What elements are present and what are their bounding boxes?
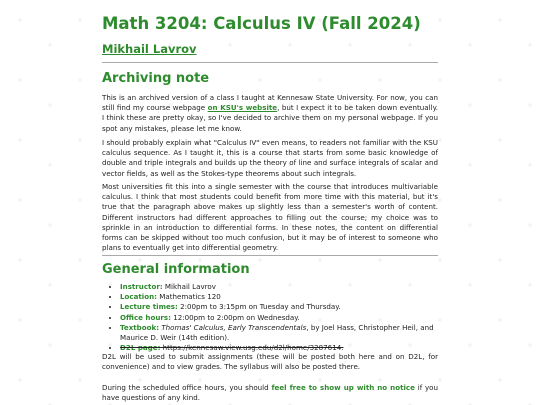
list-item <box>120 292 456 302</box>
list-item <box>120 313 456 323</box>
archiving-p1-text-a: This is an archived version of a class I taught at Kennesaw State University. For now, you can still find my course webpage <box>102 93 438 113</box>
author-link[interactable]: Mikhail Lavrov <box>102 42 197 56</box>
archiving-paragraph-2: I should probably explain what "Calculus IV" even means, to readers not familiar with the KSU calculus sequence. As I taught it, this is a course that starts from some basic knowledge of double and triple integrals and builds up the theory of line and surface integrals of scalar and vector fields, as well as the Stokes-type theorems about such integrals. <box>102 138 438 178</box>
info-key: Office hours: <box>120 312 171 322</box>
info-key: D2L page: <box>120 343 161 353</box>
info-value: Mikhail Lavrov <box>162 282 216 291</box>
office-hours-paragraph <box>102 383 438 403</box>
d2l-link[interactable]: https://kennesaw.view.usg.edu/d2l/home/3287614. <box>160 343 344 353</box>
info-key: Lecture times: <box>120 302 178 312</box>
info-key: Location: <box>120 292 157 302</box>
list-item <box>120 282 456 292</box>
archiving-paragraph-1 <box>102 93 438 134</box>
office-text-a: During the scheduled office hours, you should <box>102 383 272 392</box>
info-key: Instructor: <box>120 282 163 291</box>
office-text-b: if you have questions of any kind. <box>102 383 439 403</box>
info-value: 12:00pm to 2:00pm on Wednesday. <box>170 312 300 322</box>
office-emphasis: feel free to show up with no notice <box>271 383 415 392</box>
textbook-title: Thomas' Calculus, Early Transcendentals <box>161 322 307 332</box>
info-list <box>102 282 456 353</box>
info-value: Mathematics 120 <box>156 292 221 302</box>
archiving-heading: Archiving note <box>102 71 210 86</box>
info-value: , by Joel Hass, Christopher Heil, and Maurice D. Weir (14th edition). <box>120 322 434 343</box>
archiving-paragraph-3: Most universities fit this into a single semester with the course that introduces multivariable calculus. I think that most students could benefit from more time with this material, but it's true that the paragraph above makes up slightly less than a semester's worth of content. Different instructors had different approaches to filling out the course; my choice was to sprinkle in an introduction to differential forms. In these notes, the content on differential forms can be skipped without too much confusion, but it may be of interest to someone who plans to eventually get into differential geometry. <box>102 182 438 253</box>
list-item <box>120 323 456 343</box>
divider <box>102 255 438 256</box>
info-value: 2:00pm to 3:15pm on Tuesday and Thursday. <box>177 302 341 312</box>
ksu-website-link[interactable]: on KSU's website <box>207 103 278 113</box>
divider <box>102 62 438 63</box>
list-item <box>120 302 456 312</box>
page-title: Math 3204: Calculus IV (Fall 2024) <box>102 14 421 33</box>
archiving-p1-text-b: , but I expect it to be taken down eventually. I think these are pretty okay, so I've decided to archive them on my personal webpage. If you spot any mistakes, please let me know. <box>102 103 439 133</box>
d2l-paragraph: D2L will be used to submit assignments (these will be posted both here and on D2L, for convenience) and to view grades. The syllabus will also be posted there. <box>102 352 438 372</box>
general-heading: General information <box>102 262 250 277</box>
info-key: Textbook: <box>120 322 160 332</box>
